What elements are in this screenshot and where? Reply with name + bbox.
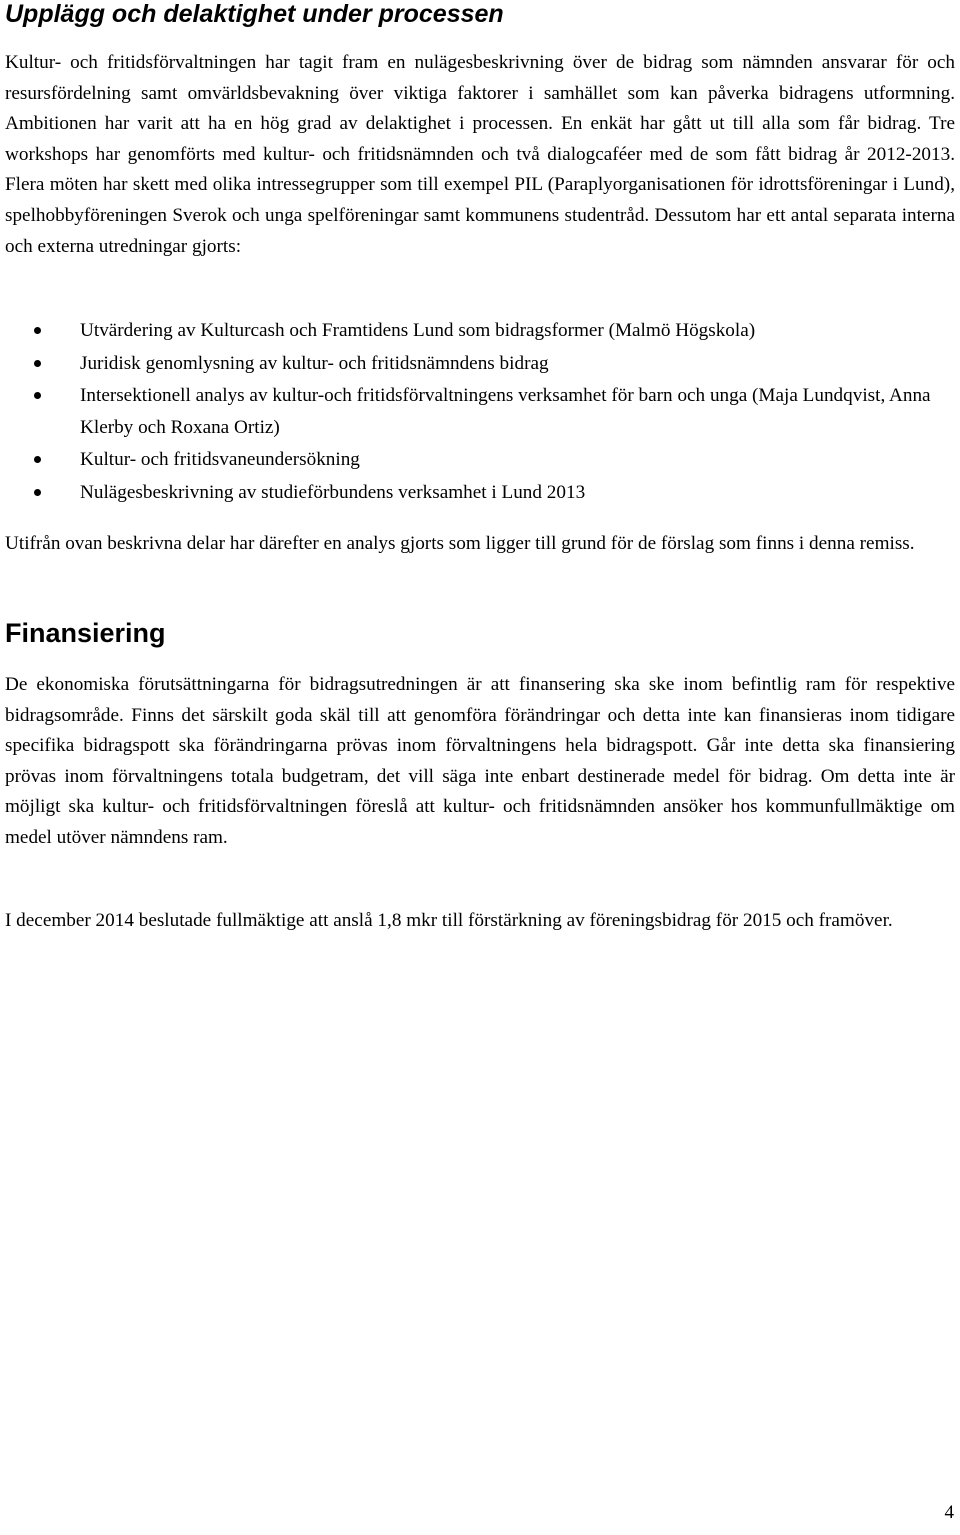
list-item-text: Kultur- och fritidsvaneundersökning <box>80 449 360 470</box>
list-item-text: Intersektionell analys av kultur-och fritidsförvaltningens verksamhet för barn och unga (Maja Lundqvist, Anna Klerby och Roxana Ortiz) <box>80 385 931 438</box>
list-item <box>5 315 955 347</box>
section-heading-financing: Finansiering <box>5 618 166 648</box>
bullet-icon <box>34 360 41 367</box>
bullet-icon <box>34 489 41 496</box>
financing-paragraph: De ekonomiska förutsättningarna för bidragsutredningen är att finansering ska ske inom befintlig ram för respektive bidragsområde. Finns det särskilt goda skäl till att genomföra förändringar och detta inte kan finansieras inom tidigare specifika bidragspott ska förändringarna prövas inom förvaltningens hela bidragspott. Går inte detta ska finansiering prövas inom förvaltningens totala budgetram, det vill säga inte enbart destinerade medel för bidrag. Om detta inte är möjligt ska kultur- och fritidsförvaltningen föreslå att kultur- och fritidsnämnden ansöker hos kommunfullmäktige om medel utöver nämndens ram. <box>5 674 955 848</box>
list-item-text: Nulägesbeskrivning av studieförbundens verksamhet i Lund 2013 <box>80 481 586 503</box>
list-item <box>5 477 955 509</box>
list-item <box>5 348 955 380</box>
investigations-list <box>5 315 955 509</box>
list-item-text: Juridisk genomlysning av kultur- och fritidsnämndens bidrag <box>80 352 549 374</box>
decision-paragraph: I december 2014 beslutade fullmäktige att anslå 1,8 mkr till förstärkning av föreningsbidrag för 2015 och framöver. <box>5 910 893 931</box>
list-item-text: Utvärdering av Kulturcash och Framtidens Lund som bidragsformer (Malmö Högskola) <box>80 320 756 341</box>
conclusion-paragraph: Utifrån ovan beskrivna delar har därefter en analys gjorts som ligger till grund för de förslag som finns i denna remiss. <box>5 533 915 554</box>
list-item <box>5 444 955 476</box>
page-number: 4 <box>944 1502 954 1523</box>
process-paragraph: Kultur- och fritidsförvaltningen har tagit fram en nulägesbeskrivning över de bidrag som nämnden ansvarar för och resursfördelning samt omvärldsbevakning över viktiga faktorer i samhället som kan påverka bidragens utformning. Ambitionen har varit att ha en hög grad av delaktighet i processen. En enkät har gått ut till alla som får bidrag. Tre workshops har genomförts med kultur- och fritidsnämnden och två dialogcaféer med de som fått bidrag år 2012-2013. Flera möten har skett med olika intressegrupper som till exempel PIL (Paraplyorganisationen för idrottsföreningar i Lund), spelhobbyföreningen Sverok och unga spelföreningar samt kommunens studentråd. Dessutom har ett antal separata interna och externa utredningar gjorts: <box>5 52 955 257</box>
section-heading-process: Upplägg och delaktighet under processen <box>5 0 504 28</box>
list-item <box>5 380 955 443</box>
bullet-icon <box>34 456 41 463</box>
bullet-icon <box>34 327 41 334</box>
bullet-icon <box>34 392 41 399</box>
